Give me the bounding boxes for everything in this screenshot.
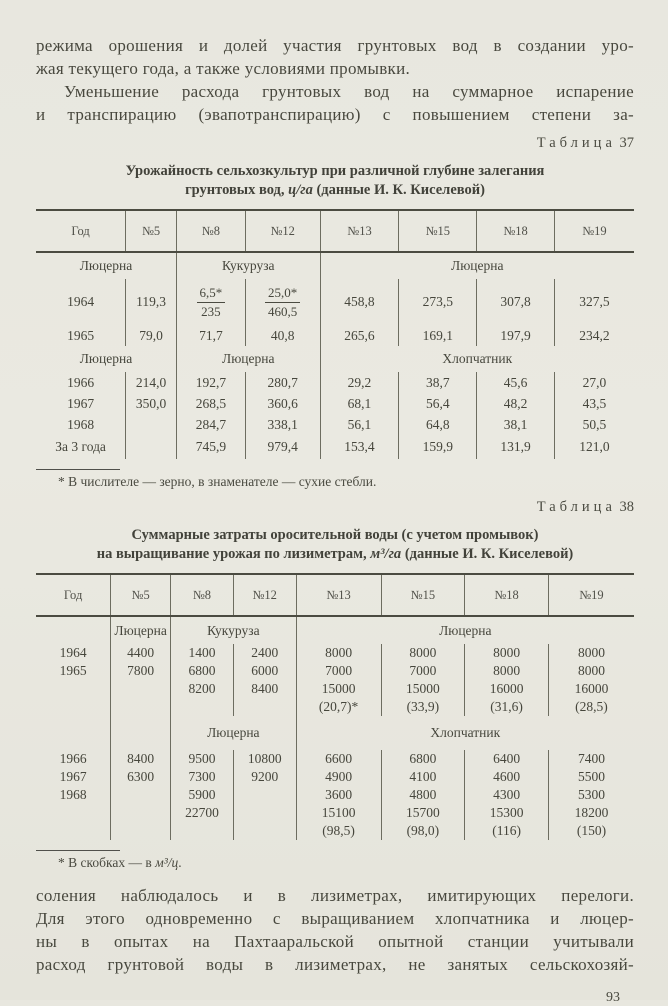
table-cell	[111, 786, 171, 804]
fraction: $\frac{25,0*}{460,5}$	[265, 285, 300, 319]
table-cell: 48,2	[477, 393, 555, 414]
table-cell: 15100	[296, 804, 381, 822]
crop-group-label: Люцерна	[296, 616, 634, 644]
table-label-word: Таблица	[536, 499, 616, 515]
table-cell	[36, 680, 111, 698]
table-cell	[111, 698, 171, 716]
table-cell: 4400	[111, 644, 171, 662]
table-37-header-row	[36, 210, 634, 252]
table-cell: 6400	[465, 750, 549, 768]
outro-paragraph	[36, 884, 634, 976]
table-cell: 273,5	[399, 279, 477, 325]
table-row	[36, 750, 634, 768]
table-cell: 15000	[296, 680, 381, 698]
table-cell: (98,5)	[296, 822, 381, 840]
table-cell: 192,7	[177, 372, 246, 393]
table-cell: 22700	[171, 804, 234, 822]
footnote-rule	[36, 469, 120, 470]
col-header-n15: №15	[399, 210, 477, 252]
table-cell: 265,6	[320, 325, 399, 346]
table-cell: 2400	[233, 644, 296, 662]
table-cell: 15000	[381, 680, 465, 698]
table-cell: 745,9	[177, 435, 246, 459]
table-cell: 15300	[465, 804, 549, 822]
table-row	[36, 644, 634, 662]
text-line: Уменьшение расхода грунтовых вод на суммарное испарение	[64, 82, 634, 101]
table-cell: 9500	[171, 750, 234, 768]
table-cell	[233, 786, 296, 804]
table-cell	[111, 804, 171, 822]
crop-group-label: Люцерна	[111, 616, 171, 644]
table-cell: 6800	[171, 662, 234, 680]
crop-group-row	[36, 616, 634, 644]
table-cell: 43,5	[554, 393, 634, 414]
table-cell: 8200	[171, 680, 234, 698]
table-cell: 1966	[59, 751, 87, 766]
table-cell	[233, 822, 296, 840]
units-italic: м³/ц	[155, 855, 179, 870]
crop-group-row	[36, 716, 634, 750]
crop-group-label: Кукуруза	[177, 252, 321, 279]
col-header-n13: №13	[320, 210, 399, 252]
table-37-title	[36, 162, 634, 200]
table-cell: 6800	[381, 750, 465, 768]
crop-group-label: Люцерна	[177, 346, 321, 372]
table-cell: 1964	[59, 645, 87, 660]
col-header-n5: №5	[126, 210, 177, 252]
col-header-god: Год	[36, 574, 111, 616]
table-cell	[36, 822, 111, 840]
table-cell: 1967	[59, 769, 87, 784]
table-cell	[111, 716, 171, 750]
table-cell: 8400	[111, 750, 171, 768]
table-cell	[36, 616, 111, 644]
table-row	[36, 786, 634, 804]
col-header-god: Год	[36, 210, 126, 252]
table-cell: 8000	[296, 644, 381, 662]
table-cell: 284,7	[177, 414, 246, 435]
table-cell: 7400	[548, 750, 634, 768]
page-number: 93	[606, 990, 620, 1005]
table-cell	[245, 279, 320, 325]
crop-group-label: Хлопчатник	[296, 716, 634, 750]
table-cell: 8000	[465, 662, 549, 680]
table-cell: 16000	[548, 680, 634, 698]
table-37	[36, 209, 634, 459]
col-header-n13: №13	[296, 574, 381, 616]
text-line: жая текущего года, а также условиями промывки.	[36, 59, 411, 78]
table-cell: 1400	[171, 644, 234, 662]
table-cell: 38,1	[477, 414, 555, 435]
table-cell: 7000	[296, 662, 381, 680]
table-cell: 9200	[233, 768, 296, 786]
intro-paragraph-1	[36, 34, 634, 80]
table-38-footnote: * В скобках — в м³/ц.	[58, 855, 182, 870]
table-cell: 214,0	[126, 372, 177, 393]
table-cell: 16000	[465, 680, 549, 698]
units-italic: ц/га	[288, 182, 313, 198]
table-cell: 5300	[548, 786, 634, 804]
table-cell: 4900	[296, 768, 381, 786]
table-cell: 38,7	[399, 372, 477, 393]
footnote-rule	[36, 850, 120, 851]
table-cell: 350,0	[126, 393, 177, 414]
crop-group-label: Люцерна	[79, 351, 133, 366]
table-cell: 338,1	[245, 414, 320, 435]
table-38-header-row	[36, 574, 634, 616]
table-row	[36, 680, 634, 698]
table-row	[36, 393, 634, 414]
table-cell: 45,6	[477, 372, 555, 393]
table-cell: 4600	[465, 768, 549, 786]
table-row	[36, 414, 634, 435]
text-line: ны в опытах на Пахтааральской опытной станции учитывали	[36, 932, 634, 951]
table-cell: 5900	[171, 786, 234, 804]
crop-group-label: Люцерна	[171, 716, 297, 750]
crop-group-label: Хлопчатник	[320, 346, 634, 372]
col-header-n19: №19	[554, 210, 634, 252]
table-cell: 1964	[67, 294, 95, 309]
table-cell: 131,9	[477, 435, 555, 459]
table-cell	[233, 804, 296, 822]
table-cell: 979,4	[245, 435, 320, 459]
table-38-label	[36, 499, 634, 516]
table-cell: 169,1	[399, 325, 477, 346]
table-cell: (20,7)*	[296, 698, 381, 716]
table-cell: 8400	[233, 680, 296, 698]
table-row	[36, 279, 634, 325]
table-cell: 6600	[296, 750, 381, 768]
table-cell: 119,3	[126, 279, 177, 325]
table-cell: 7000	[381, 662, 465, 680]
table-cell: 5500	[548, 768, 634, 786]
table-cell: 360,6	[245, 393, 320, 414]
table-row	[36, 372, 634, 393]
table-cell: 197,9	[477, 325, 555, 346]
table-cell: 153,4	[320, 435, 399, 459]
table-cell: 4800	[381, 786, 465, 804]
col-header-n12: №12	[233, 574, 296, 616]
table-cell	[177, 279, 246, 325]
table-cell: 159,9	[399, 435, 477, 459]
table-cell: 1968	[59, 787, 87, 802]
table-cell: (33,9)	[381, 698, 465, 716]
table-cell: 458,8	[320, 279, 399, 325]
table-cell: 8000	[548, 644, 634, 662]
table-label-number: 38	[619, 499, 634, 515]
table-row	[36, 698, 634, 716]
table-cell: 6000	[233, 662, 296, 680]
table-cell: 79,0	[126, 325, 177, 346]
crop-group-row	[36, 346, 634, 372]
col-header-n18: №18	[477, 210, 555, 252]
table-38	[36, 573, 634, 840]
table-cell: 3600	[296, 786, 381, 804]
table-cell: 8000	[465, 644, 549, 662]
table-cell	[36, 804, 111, 822]
table-row	[36, 325, 634, 346]
table-cell: 8000	[381, 644, 465, 662]
table-row	[36, 804, 634, 822]
table-cell	[126, 435, 177, 459]
col-header-n8: №8	[171, 574, 234, 616]
table-cell: 307,8	[477, 279, 555, 325]
table-cell: 68,1	[320, 393, 399, 414]
table-cell	[171, 822, 234, 840]
table-cell: 7800	[111, 662, 171, 680]
col-header-n18: №18	[465, 574, 549, 616]
table-cell	[171, 698, 234, 716]
table-cell: 1966	[67, 374, 95, 390]
intro-paragraph-2	[36, 80, 634, 126]
table-cell: (116)	[465, 822, 549, 840]
table-cell: (98,0)	[381, 822, 465, 840]
table-cell: 4100	[381, 768, 465, 786]
text-line: Для этого одновременно с выращиванием хлопчатника и люцер-	[36, 909, 634, 928]
table-cell: 4300	[465, 786, 549, 804]
table-cell: 6300	[111, 768, 171, 786]
table-cell: 1965	[67, 327, 95, 343]
table-cell: 56,4	[399, 393, 477, 414]
table-cell: (31,6)	[465, 698, 549, 716]
table-37-title-line1: Урожайность сельхозкультур при различной глубине залегания	[125, 163, 545, 179]
crop-group-row	[36, 252, 634, 279]
table-cell: 1968	[67, 416, 95, 432]
text-line: соления наблюдалось и в лизиметрах, имитирующих перелоги.	[36, 886, 634, 905]
table-cell: 56,1	[320, 414, 399, 435]
table-cell	[111, 822, 171, 840]
table-cell: 18200	[548, 804, 634, 822]
table-cell: За 3 года	[55, 439, 106, 454]
col-header-n15: №15	[381, 574, 465, 616]
table-label-word: Таблица	[536, 135, 616, 151]
col-header-n12: №12	[245, 210, 320, 252]
table-cell	[126, 414, 177, 435]
table-cell	[36, 716, 111, 750]
crop-group-label: Люцерна	[320, 252, 634, 279]
table-cell: 71,7	[177, 325, 246, 346]
table-label-number: 37	[619, 135, 634, 151]
units-italic: м³/га	[370, 546, 402, 562]
text-line: и транспирацию (эвапотранспирацию) с повышением степени за-	[36, 105, 634, 124]
table-cell: 121,0	[554, 435, 634, 459]
table-cell: 234,2	[554, 325, 634, 346]
table-cell: 64,8	[399, 414, 477, 435]
table-cell: (150)	[548, 822, 634, 840]
table-37-label	[36, 135, 634, 152]
table-cell: (28,5)	[548, 698, 634, 716]
table-cell: 327,5	[554, 279, 634, 325]
table-cell: 29,2	[320, 372, 399, 393]
table-cell	[233, 698, 296, 716]
table-38-title-line2: на выращивание урожая по лизиметрам, м³/га (данные И. К. Киселевой)	[96, 546, 574, 562]
table-37-footnote: * В числителе — зерно, в знаменателе — сухие стебли.	[58, 474, 377, 489]
table-cell: 10800	[233, 750, 296, 768]
table-37-title-line2: грунтовых вод, ц/га (данные И. К. Киселевой)	[185, 182, 485, 198]
table-cell: 8000	[548, 662, 634, 680]
col-header-n5: №5	[111, 574, 171, 616]
col-header-n8: №8	[177, 210, 246, 252]
table-cell: 7300	[171, 768, 234, 786]
table-row	[36, 822, 634, 840]
table-38-title-line1: Суммарные затраты оросительной воды (с учетом промывок)	[131, 527, 539, 543]
text-line: расход грунтовой воды в лизиметрах, не занятых сельскохозяй-	[36, 955, 634, 974]
table-cell: 268,5	[177, 393, 246, 414]
crop-group-label: Люцерна	[79, 258, 133, 273]
table-row	[36, 768, 634, 786]
table-cell: 40,8	[245, 325, 320, 346]
table-38-title	[36, 526, 634, 564]
table-cell: 50,5	[554, 414, 634, 435]
table-cell: 27,0	[554, 372, 634, 393]
table-cell	[111, 680, 171, 698]
table-cell	[36, 698, 111, 716]
crop-group-label: Кукуруза	[171, 616, 297, 644]
table-row	[36, 435, 634, 459]
table-cell: 1967	[67, 395, 95, 411]
table-cell: 1965	[59, 663, 87, 678]
col-header-n19: №19	[548, 574, 634, 616]
table-cell: 280,7	[245, 372, 320, 393]
table-cell: 15700	[381, 804, 465, 822]
text-line: режима орошения и долей участия грунтовых вод в создании уро-	[36, 36, 634, 55]
table-row	[36, 662, 634, 680]
fraction: $\frac{6,5*}{235}$	[197, 285, 226, 319]
